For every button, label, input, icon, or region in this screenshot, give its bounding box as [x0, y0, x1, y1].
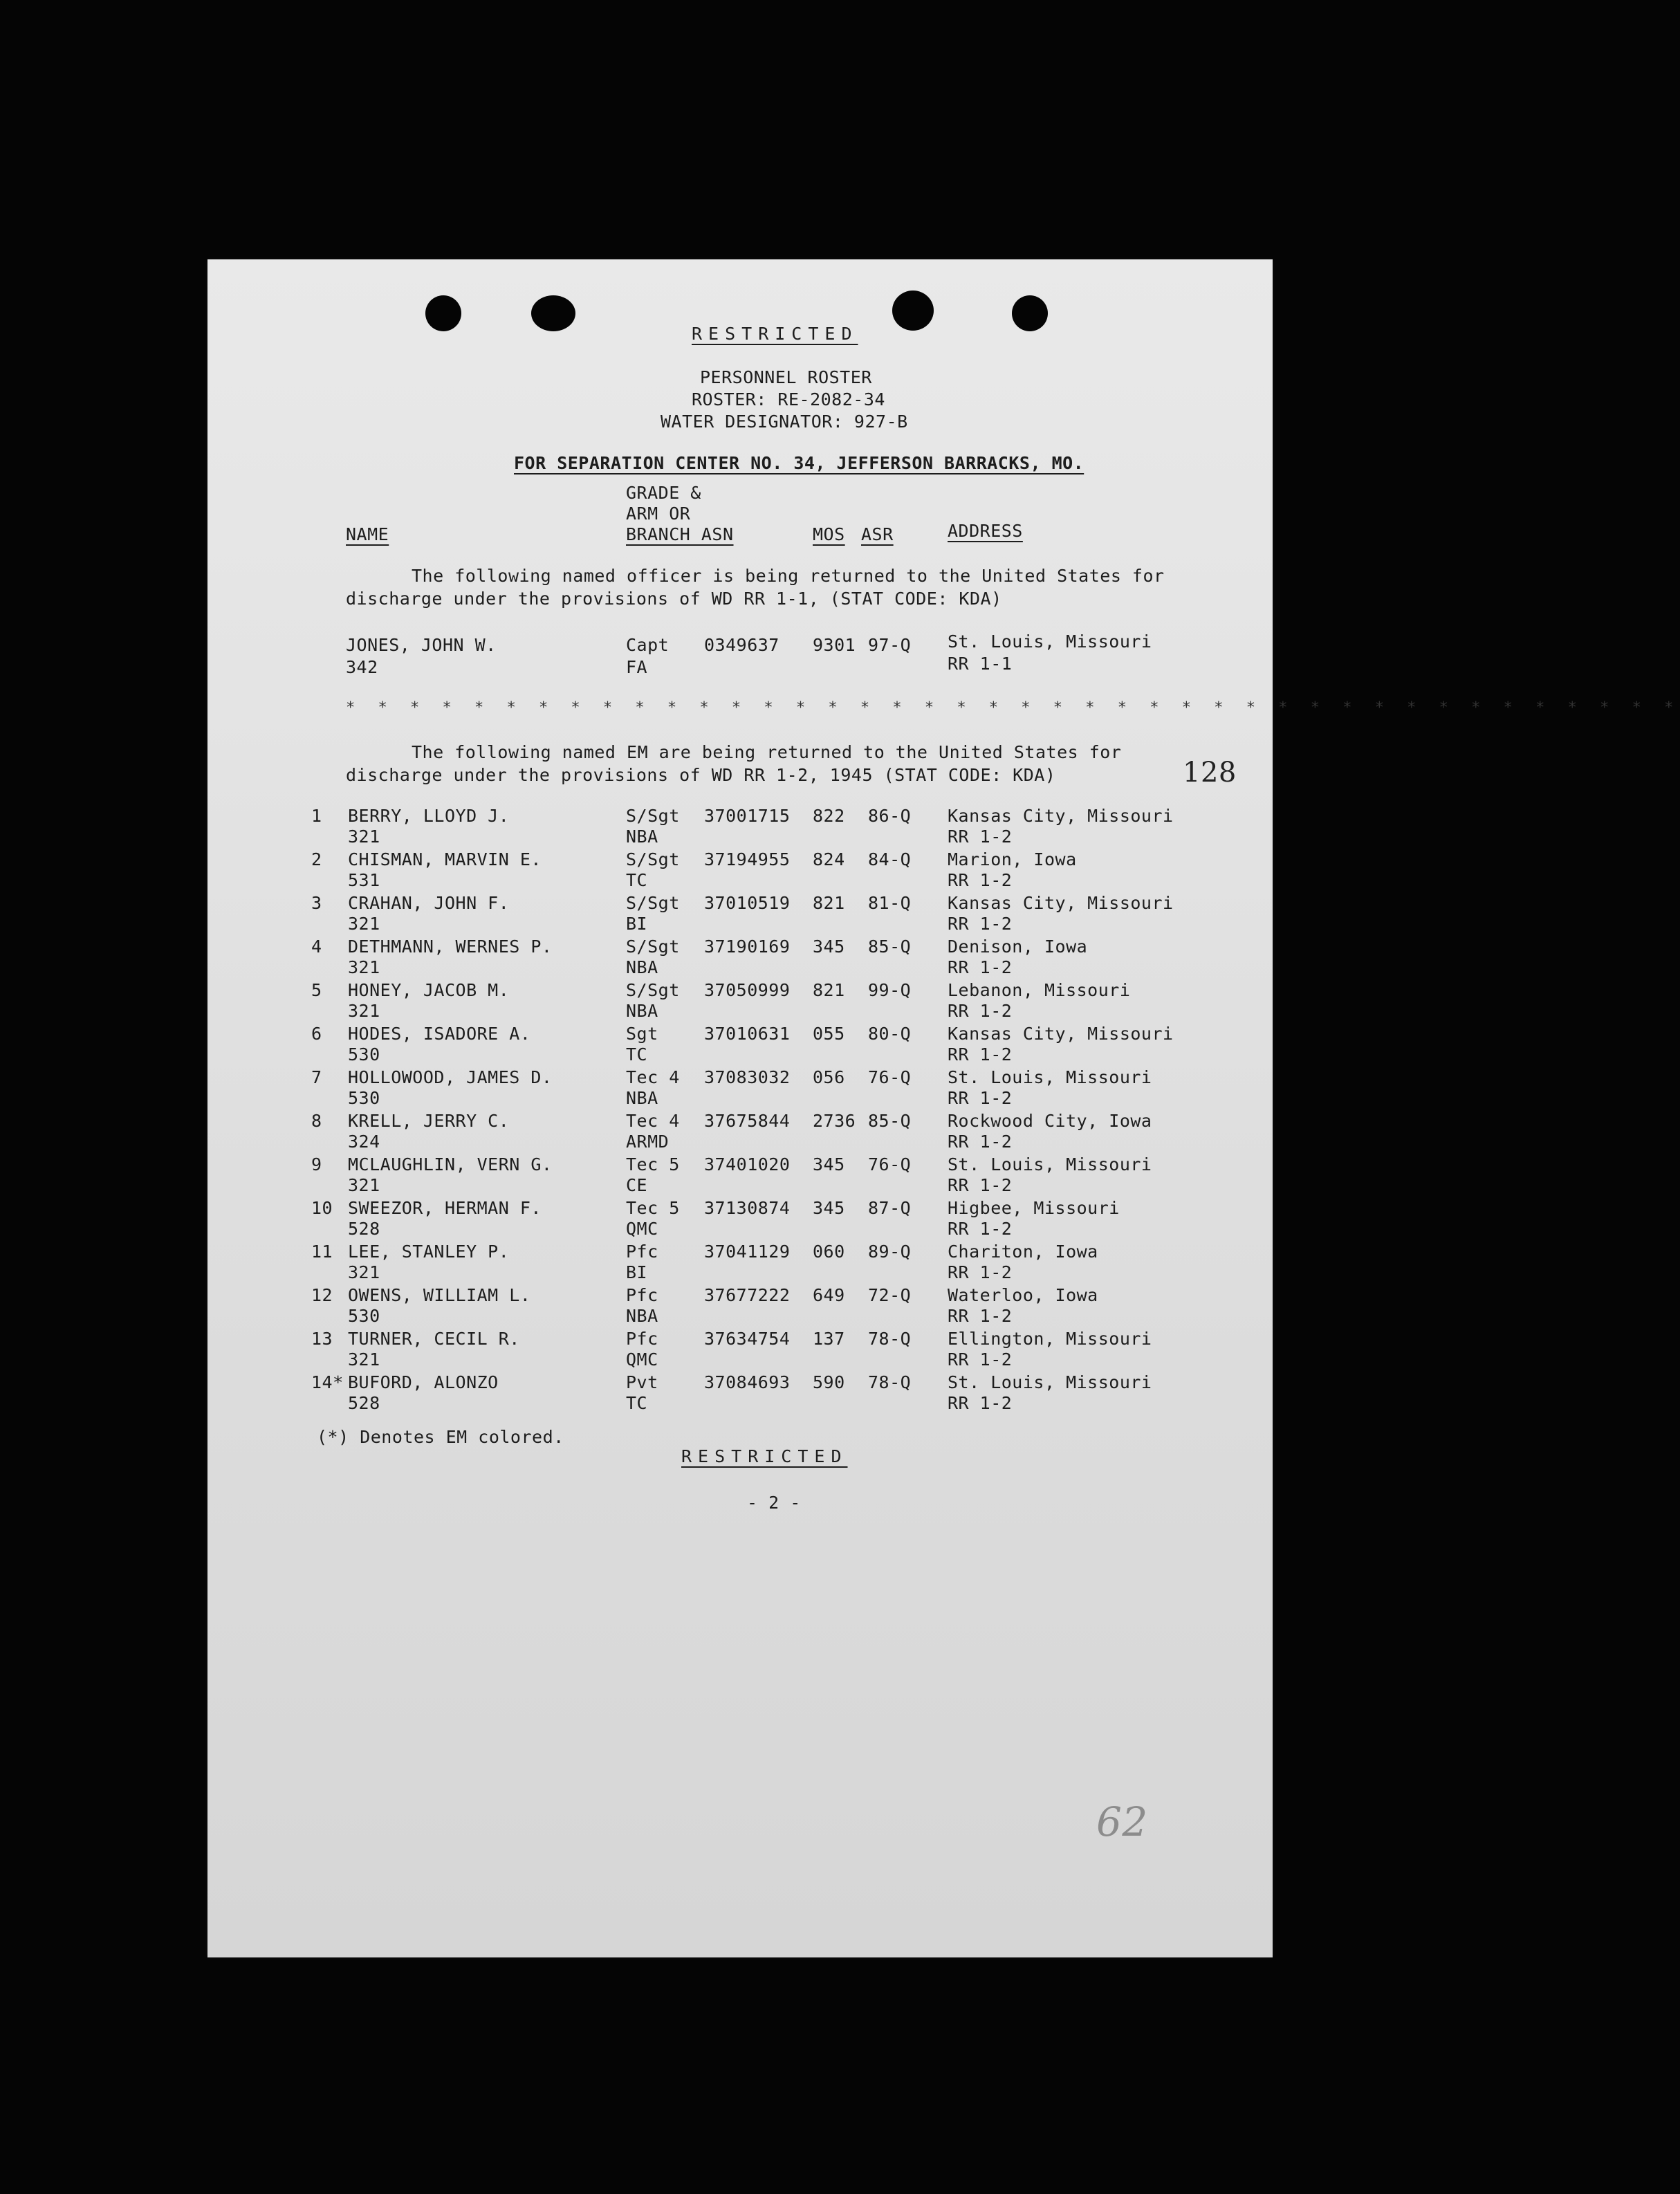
page-number: - 2 -	[747, 1493, 801, 1513]
classification-footer: RESTRICTED	[681, 1446, 848, 1466]
row-branch: NBA	[626, 1306, 658, 1326]
punch-hole	[892, 291, 934, 331]
row-rr: RR 1-2	[948, 1001, 1013, 1021]
row-branch: ARMD	[626, 1132, 670, 1152]
row-asn: 37194955	[704, 849, 791, 869]
row-address: Denison, Iowa	[948, 937, 1088, 957]
row-branch: NBA	[626, 1088, 658, 1108]
row-asr: 76-Q	[868, 1154, 912, 1174]
table-row	[207, 894, 1273, 937]
officer-name: JONES, JOHN W.	[346, 635, 497, 655]
row-asr: 86-Q	[868, 806, 912, 826]
row-name: SWEEZOR, HERMAN F.	[348, 1198, 542, 1218]
row-mos: 649	[813, 1285, 845, 1305]
separator-line: * * * * * * * * * * * * * * * * * * * * * * * * * * * * * * * * * * * * * * * * * *	[346, 699, 1680, 717]
row-branch: QMC	[626, 1349, 658, 1370]
officer-branch: FA	[626, 657, 648, 677]
row-asn: 37084693	[704, 1372, 791, 1392]
row-code: 321	[348, 1175, 380, 1195]
row-address: Waterloo, Iowa	[948, 1285, 1098, 1305]
row-name: BERRY, LLOYD J.	[348, 806, 510, 826]
row-number: 5	[311, 980, 322, 1000]
row-address: St. Louis, Missouri	[948, 1067, 1152, 1087]
row-asr: 81-Q	[868, 893, 912, 913]
row-grade: S/Sgt	[626, 849, 680, 869]
row-mos: 821	[813, 980, 845, 1000]
row-mos: 345	[813, 1154, 845, 1174]
table-row	[207, 981, 1273, 1024]
officer-address: St. Louis, Missouri	[948, 632, 1152, 652]
row-address: Kansas City, Missouri	[948, 806, 1174, 826]
row-code: 530	[348, 1044, 380, 1064]
row-asn: 37634754	[704, 1329, 791, 1349]
row-name: DETHMANN, WERNES P.	[348, 937, 553, 957]
row-number: 10	[311, 1198, 333, 1218]
row-asn: 37401020	[704, 1154, 791, 1174]
row-grade: Tec 4	[626, 1067, 680, 1087]
row-address: Higbee, Missouri	[948, 1198, 1120, 1218]
table-row	[207, 1156, 1273, 1199]
table-row	[207, 1243, 1273, 1286]
table-row	[207, 1069, 1273, 1112]
roster-title: PERSONNEL ROSTER	[700, 367, 872, 387]
row-code: 321	[348, 827, 380, 847]
row-asn: 37083032	[704, 1067, 791, 1087]
row-code: 321	[348, 1262, 380, 1282]
row-mos: 2736	[813, 1111, 856, 1131]
officer-code: 342	[346, 657, 378, 677]
table-row	[207, 938, 1273, 981]
row-branch: TC	[626, 870, 648, 890]
row-grade: Tec 5	[626, 1198, 680, 1218]
row-number: 7	[311, 1067, 322, 1087]
water-designator: WATER DESIGNATOR: 927-B	[661, 412, 908, 432]
officer-asr: 97-Q	[868, 635, 912, 655]
row-asr: 84-Q	[868, 849, 912, 869]
row-asn: 37001715	[704, 806, 791, 826]
row-address: Ellington, Missouri	[948, 1329, 1152, 1349]
row-mos: 060	[813, 1242, 845, 1262]
row-number: 13	[311, 1329, 333, 1349]
row-address: Lebanon, Missouri	[948, 980, 1131, 1000]
column-header-grade-3: BRANCH ASN	[626, 524, 734, 544]
row-asr: 89-Q	[868, 1242, 912, 1262]
row-code: 321	[348, 1349, 380, 1370]
row-address: Marion, Iowa	[948, 849, 1077, 869]
row-number: 8	[311, 1111, 322, 1131]
row-name: HONEY, JACOB M.	[348, 980, 510, 1000]
row-number: 9	[311, 1154, 322, 1174]
row-code: 321	[348, 914, 380, 934]
row-branch: NBA	[626, 1001, 658, 1021]
row-asn: 37677222	[704, 1285, 791, 1305]
row-mos: 824	[813, 849, 845, 869]
row-grade: Tec 4	[626, 1111, 680, 1131]
row-address: St. Louis, Missouri	[948, 1154, 1152, 1174]
row-mos: 822	[813, 806, 845, 826]
row-name: BUFORD, ALONZO	[348, 1372, 499, 1392]
destination-line: FOR SEPARATION CENTER NO. 34, JEFFERSON BARRACKS, MO.	[514, 453, 1084, 473]
row-name: KRELL, JERRY C.	[348, 1111, 510, 1131]
row-mos: 590	[813, 1372, 845, 1392]
table-row	[207, 1199, 1273, 1242]
row-rr: RR 1-2	[948, 870, 1013, 890]
row-asr: 80-Q	[868, 1024, 912, 1044]
row-code: 531	[348, 870, 380, 890]
row-address: Kansas City, Missouri	[948, 893, 1174, 913]
row-rr: RR 1-2	[948, 1132, 1013, 1152]
officer-intro-line2: discharge under the provisions of WD RR 1-1, (STAT CODE: KDA)	[346, 589, 1002, 609]
handwritten-note: 62	[1096, 1798, 1148, 1845]
table-row	[207, 1287, 1273, 1329]
column-header-grade-2: ARM OR	[626, 504, 691, 524]
row-asr: 85-Q	[868, 937, 912, 957]
row-asr: 72-Q	[868, 1285, 912, 1305]
row-asr: 78-Q	[868, 1372, 912, 1392]
row-address: Kansas City, Missouri	[948, 1024, 1174, 1044]
row-number: 6	[311, 1024, 322, 1044]
em-intro-line2: discharge under the provisions of WD RR 1-2, 1945 (STAT CODE: KDA)	[346, 765, 1056, 785]
row-code: 530	[348, 1088, 380, 1108]
row-name: LEE, STANLEY P.	[348, 1242, 510, 1262]
classification-header: RESTRICTED	[692, 324, 858, 344]
row-number: 12	[311, 1285, 333, 1305]
roster-number: ROSTER: RE-2082-34	[692, 389, 885, 409]
table-row	[207, 1330, 1273, 1373]
row-asr: 99-Q	[868, 980, 912, 1000]
row-asr: 85-Q	[868, 1111, 912, 1131]
row-asr: 76-Q	[868, 1067, 912, 1087]
row-grade: S/Sgt	[626, 937, 680, 957]
column-header-name: NAME	[346, 524, 389, 544]
table-row	[207, 1025, 1273, 1068]
row-mos: 345	[813, 937, 845, 957]
row-rr: RR 1-2	[948, 1306, 1013, 1326]
row-grade: Pvt	[626, 1372, 658, 1392]
table-row	[207, 807, 1273, 850]
column-header-mos: MOS	[813, 524, 845, 544]
row-rr: RR 1-2	[948, 914, 1013, 934]
row-code: 321	[348, 1001, 380, 1021]
row-name: TURNER, CECIL R.	[348, 1329, 520, 1349]
table-row	[207, 1374, 1273, 1417]
row-rr: RR 1-2	[948, 1175, 1013, 1195]
row-name: MCLAUGHLIN, VERN G.	[348, 1154, 553, 1174]
row-number: 3	[311, 893, 322, 913]
table-row	[207, 1112, 1273, 1155]
row-asr: 78-Q	[868, 1329, 912, 1349]
document-page	[207, 259, 1680, 1957]
row-rr: RR 1-2	[948, 1349, 1013, 1370]
row-rr: RR 1-2	[948, 1044, 1013, 1064]
row-grade: Sgt	[626, 1024, 658, 1044]
row-mos: 055	[813, 1024, 845, 1044]
row-branch: BI	[626, 1262, 648, 1282]
row-rr: RR 1-2	[948, 1393, 1013, 1413]
row-rr: RR 1-2	[948, 1088, 1013, 1108]
row-grade: Pfc	[626, 1329, 658, 1349]
row-branch: TC	[626, 1044, 648, 1064]
row-grade: Tec 5	[626, 1154, 680, 1174]
officer-asn: 0349637	[704, 635, 779, 655]
footnote: (*) Denotes EM colored.	[317, 1427, 564, 1447]
row-code: 324	[348, 1132, 380, 1152]
row-rr: RR 1-2	[948, 957, 1013, 977]
row-number: 2	[311, 849, 322, 869]
officer-intro-line1: The following named officer is being returned to the United States for	[412, 566, 1165, 586]
row-name: HODES, ISADORE A.	[348, 1024, 531, 1044]
punch-hole	[531, 295, 575, 331]
row-name: HOLLOWOOD, JAMES D.	[348, 1067, 553, 1087]
row-rr: RR 1-2	[948, 1219, 1013, 1239]
row-asn: 37041129	[704, 1242, 791, 1262]
row-asn: 37050999	[704, 980, 791, 1000]
row-address: Rockwood City, Iowa	[948, 1111, 1152, 1131]
row-number: 11	[311, 1242, 333, 1262]
row-mos: 137	[813, 1329, 845, 1349]
column-header-address: ADDRESS	[948, 521, 1023, 541]
table-row	[207, 851, 1273, 894]
row-grade: S/Sgt	[626, 980, 680, 1000]
row-mos: 345	[813, 1198, 845, 1218]
row-code: 530	[348, 1306, 380, 1326]
row-asr: 87-Q	[868, 1198, 912, 1218]
column-header-grade-1: GRADE &	[626, 483, 701, 503]
row-name: CHISMAN, MARVIN E.	[348, 849, 542, 869]
row-code: 321	[348, 957, 380, 977]
row-number: 1	[311, 806, 322, 826]
officer-grade: Capt	[626, 635, 670, 655]
row-grade: S/Sgt	[626, 806, 680, 826]
row-name: CRAHAN, JOHN F.	[348, 893, 510, 913]
row-rr: RR 1-2	[948, 827, 1013, 847]
row-branch: CE	[626, 1175, 648, 1195]
row-grade: Pfc	[626, 1285, 658, 1305]
row-grade: S/Sgt	[626, 893, 680, 913]
row-number: 4	[311, 937, 322, 957]
punch-hole	[1012, 295, 1048, 331]
row-mos: 821	[813, 893, 845, 913]
em-intro-line1: The following named EM are being returned to the United States for	[412, 742, 1122, 762]
row-branch: QMC	[626, 1219, 658, 1239]
page-stamp-number: 128	[1183, 757, 1237, 789]
row-name: OWENS, WILLIAM L.	[348, 1285, 531, 1305]
row-address: Chariton, Iowa	[948, 1242, 1098, 1262]
punch-hole	[425, 295, 461, 331]
row-rr: RR 1-2	[948, 1262, 1013, 1282]
row-address: St. Louis, Missouri	[948, 1372, 1152, 1392]
column-header-asr: ASR	[861, 524, 894, 544]
officer-rr: RR 1-1	[948, 654, 1013, 674]
row-asn: 37010631	[704, 1024, 791, 1044]
row-code: 528	[348, 1393, 380, 1413]
row-asn: 37190169	[704, 937, 791, 957]
row-number: 14*	[311, 1372, 344, 1392]
row-grade: Pfc	[626, 1242, 658, 1262]
officer-mos: 9301	[813, 635, 856, 655]
row-branch: BI	[626, 914, 648, 934]
row-branch: NBA	[626, 827, 658, 847]
row-branch: TC	[626, 1393, 648, 1413]
row-branch: NBA	[626, 957, 658, 977]
row-code: 528	[348, 1219, 380, 1239]
row-asn: 37675844	[704, 1111, 791, 1131]
row-asn: 37010519	[704, 893, 791, 913]
row-asn: 37130874	[704, 1198, 791, 1218]
row-mos: 056	[813, 1067, 845, 1087]
